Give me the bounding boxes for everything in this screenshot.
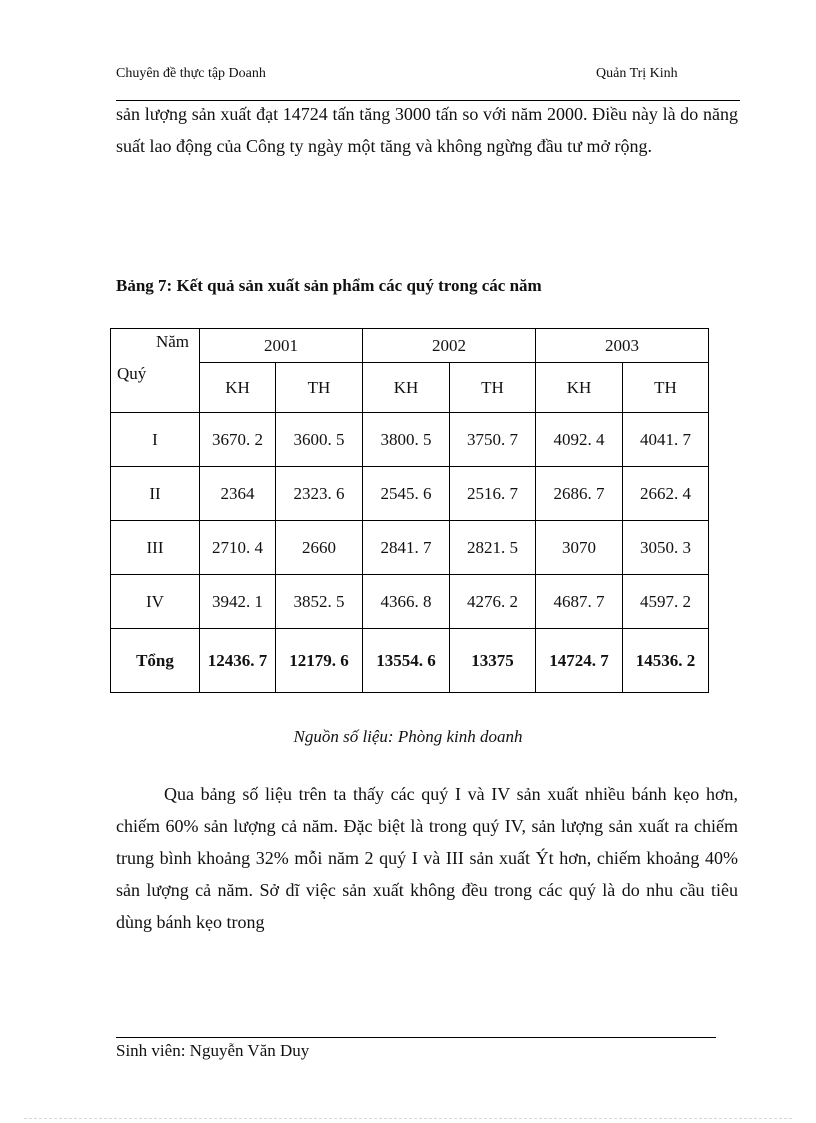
table-cell: 2545. 6 bbox=[363, 467, 450, 521]
total-cell: 14536. 2 bbox=[623, 629, 709, 693]
table-corner-cell bbox=[111, 329, 200, 413]
year-header: 2003 bbox=[536, 329, 709, 363]
table-header-row-types bbox=[111, 363, 709, 413]
table-row bbox=[111, 413, 709, 467]
body-paragraph: sản lượng sản xuất đạt 14724 tấn tăng 3000 tấn so với năm 2000. Điều này là do năng suất lao động của Công ty ngày một tăng và không ngừng đầu tư mở rộng. bbox=[116, 104, 738, 156]
year-header: 2001 bbox=[200, 329, 363, 363]
table-cell: 2660 bbox=[276, 521, 363, 575]
actual-header: TH bbox=[450, 363, 536, 413]
table-cell: 3800. 5 bbox=[363, 413, 450, 467]
quarter-label: I bbox=[111, 413, 200, 467]
plan-header: KH bbox=[536, 363, 623, 413]
table-row bbox=[111, 575, 709, 629]
table-cell: 2662. 4 bbox=[623, 467, 709, 521]
table-cell: 2710. 4 bbox=[200, 521, 276, 575]
table-cell: 4597. 2 bbox=[623, 575, 709, 629]
quarter-label: II bbox=[111, 467, 200, 521]
table-cell: 2323. 6 bbox=[276, 467, 363, 521]
table-cell: 3852. 5 bbox=[276, 575, 363, 629]
page-header-right: Quản Trị Kinh bbox=[596, 66, 678, 81]
table-total-row bbox=[111, 629, 709, 693]
total-cell: 13554. 6 bbox=[363, 629, 450, 693]
corner-quarter-label: Quý bbox=[117, 364, 147, 383]
table-cell: 4041. 7 bbox=[623, 413, 709, 467]
table-cell: 3750. 7 bbox=[450, 413, 536, 467]
table-caption: Bảng 7: Kết quả sản xuất sản phẩm các quý trong các năm bbox=[116, 276, 542, 295]
table-cell: 3942. 1 bbox=[200, 575, 276, 629]
table-cell: 4687. 7 bbox=[536, 575, 623, 629]
table-cell: 2841. 7 bbox=[363, 521, 450, 575]
table-cell: 4092. 4 bbox=[536, 413, 623, 467]
table-cell: 3670. 2 bbox=[200, 413, 276, 467]
total-cell: 14724. 7 bbox=[536, 629, 623, 693]
page-edge-line bbox=[24, 1118, 792, 1119]
production-table bbox=[110, 328, 709, 693]
table-cell: 4276. 2 bbox=[450, 575, 536, 629]
plan-header: KH bbox=[363, 363, 450, 413]
total-cell: 13375 bbox=[450, 629, 536, 693]
table-cell: 3600. 5 bbox=[276, 413, 363, 467]
year-header: 2002 bbox=[363, 329, 536, 363]
table-header-row-years bbox=[111, 329, 709, 363]
table-row bbox=[111, 467, 709, 521]
actual-header: TH bbox=[276, 363, 363, 413]
table-cell: 3070 bbox=[536, 521, 623, 575]
footer-student-name: Sinh viên: Nguyễn Văn Duy bbox=[116, 1041, 310, 1060]
page-header-left: Chuyên đề thực tập Doanh bbox=[116, 66, 266, 81]
body-paragraph: Qua bảng số liệu trên ta thấy các quý I và IV sản xuất nhiều bánh kẹo hơn, chiếm 60% sản lượng cả năm. Đặc biệt là trong quý IV, sản lượng sản xuất ra chiếm trung bình khoảng 32% mỗi năm 2 quý I và III sản xuất Ýt hơn, chiếm khoảng 40% sản lượng cả năm. Sở dĩ việc sản xuất không đều trong các quý là do nhu cầu tiêu dùng bánh kẹo trong bbox=[116, 784, 738, 932]
table-cell: 3050. 3 bbox=[623, 521, 709, 575]
table-cell: 4366. 8 bbox=[363, 575, 450, 629]
actual-header: TH bbox=[623, 363, 709, 413]
table-cell: 2516. 7 bbox=[450, 467, 536, 521]
table-row bbox=[111, 521, 709, 575]
plan-header: KH bbox=[200, 363, 276, 413]
table-cell: 2821. 5 bbox=[450, 521, 536, 575]
table-cell: 2686. 7 bbox=[536, 467, 623, 521]
quarter-label: IV bbox=[111, 575, 200, 629]
total-label: Tổng bbox=[111, 629, 200, 693]
footer-divider bbox=[116, 1037, 716, 1038]
total-cell: 12179. 6 bbox=[276, 629, 363, 693]
quarter-label: III bbox=[111, 521, 200, 575]
table-source-note: Nguồn số liệu: Phòng kinh doanh bbox=[293, 727, 523, 746]
corner-year-label: Năm bbox=[155, 332, 189, 351]
table-cell: 2364 bbox=[200, 467, 276, 521]
total-cell: 12436. 7 bbox=[200, 629, 276, 693]
